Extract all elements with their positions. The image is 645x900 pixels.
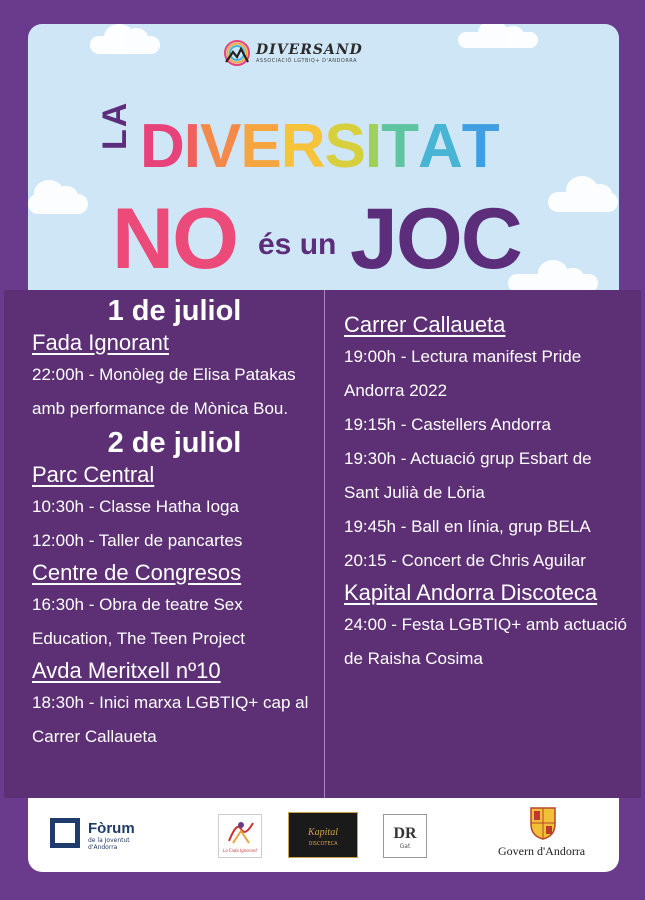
cloud-decoration <box>548 192 618 212</box>
headline-letter: E <box>240 112 281 181</box>
schedule-item: de Raisha Cosima <box>344 649 483 668</box>
schedule-panel <box>4 290 641 798</box>
headline-letter: D <box>140 112 184 181</box>
headline-letter: T <box>381 112 418 181</box>
schedule-item: 19:30h - Actuació grup Esbart de <box>344 449 592 468</box>
schedule-venue: Carrer Callaueta <box>344 312 506 337</box>
headline-diversitat <box>140 112 499 181</box>
headline-es-un: és un <box>258 228 337 261</box>
schedule-item: 12:00h - Taller de pancartes <box>32 531 243 550</box>
brand-subtitle: ASSOCIACIÓ LGTBIQ+ D'ANDORRA <box>256 58 357 64</box>
headline-letter: A <box>417 112 462 181</box>
headline-joc: JOC <box>350 191 521 287</box>
kapital-logo-text: Kapital <box>307 827 338 838</box>
dr-logo <box>383 814 427 858</box>
schedule-item: Carrer Callaueta <box>32 727 157 746</box>
schedule-item: 19:15h - Castellers Andorra <box>344 415 551 434</box>
headline-letter: V <box>200 112 241 181</box>
cloud-decoration <box>90 36 160 54</box>
forum-sub: de la Joventut <box>88 837 130 844</box>
brand-name: DIVERSAND <box>256 42 363 58</box>
fada-logo-text: La Fada Ignorant <box>223 848 257 853</box>
schedule-item: amb performance de Mònica Bou. <box>32 399 289 418</box>
schedule-venue: Parc Central <box>32 462 155 487</box>
schedule-date: 2 de juliol <box>107 427 242 459</box>
dr-logo-sub: Gat <box>399 843 411 850</box>
schedule-item: Sant Julià de Lòria <box>344 483 485 502</box>
headline-letter: S <box>324 112 365 181</box>
headline-la: LA <box>96 100 134 150</box>
forum-name: Fòrum <box>88 820 135 837</box>
schedule-item: 20:15 - Concert de Chris Aguilar <box>344 551 586 570</box>
schedule-item: 22:00h - Monòleg de Elisa Patakas <box>32 365 296 384</box>
schedule-date: 1 de juliol <box>107 295 242 327</box>
cloud-decoration <box>508 274 598 290</box>
dancer-icon <box>219 815 263 847</box>
forum-sub: d'Andorra <box>88 844 118 851</box>
headline-letter: T <box>461 112 499 181</box>
schedule-item: 16:30h - Obra de teatre Sex <box>32 595 243 614</box>
schedule-venue: Fada Ignorant <box>32 330 169 355</box>
cloud-decoration <box>458 32 538 48</box>
schedule-venue: Kapital Andorra Discoteca <box>344 580 598 605</box>
kapital-logo-sub: DISCOTECA <box>308 841 338 847</box>
headline-no: NO <box>112 191 237 287</box>
schedule-item: 10:30h - Classe Hatha Ioga <box>32 497 239 516</box>
schedule-item: Education, The Teen Project <box>32 629 245 648</box>
andorra-coat-of-arms-icon <box>528 806 558 840</box>
govern-andorra-text: Govern d'Andorra <box>498 844 586 858</box>
forum-joventut-logo <box>88 820 135 851</box>
schedule-item: 18:30h - Inici marxa LGBTIQ+ cap al <box>32 693 309 712</box>
kapital-logo <box>288 812 358 858</box>
schedule-venue: Avda Meritxell nº10 <box>32 658 221 683</box>
forum-joventut-logo-icon <box>50 818 80 848</box>
schedule-item: 19:00h - Lectura manifest Pride <box>344 347 582 366</box>
fada-ignorant-logo <box>218 814 262 858</box>
schedule-left-column <box>32 294 317 754</box>
column-divider <box>324 290 325 798</box>
schedule-item: 24:00 - Festa LGBTIQ+ amb actuació <box>344 615 627 634</box>
dr-logo-text: DR <box>393 825 417 842</box>
schedule-item: Andorra 2022 <box>344 381 448 400</box>
schedule-right-column <box>344 310 634 676</box>
headline-letter: I <box>364 112 382 181</box>
sponsors-footer <box>28 798 619 872</box>
cloud-decoration <box>28 194 88 214</box>
schedule-item: 19:45h - Ball en línia, grup BELA <box>344 517 591 536</box>
headline-letter: I <box>183 112 201 181</box>
headline-letter: R <box>280 112 325 181</box>
diversand-logo <box>222 38 422 68</box>
mountain-rainbow-icon <box>222 38 252 68</box>
schedule-venue: Centre de Congresos <box>32 560 242 585</box>
